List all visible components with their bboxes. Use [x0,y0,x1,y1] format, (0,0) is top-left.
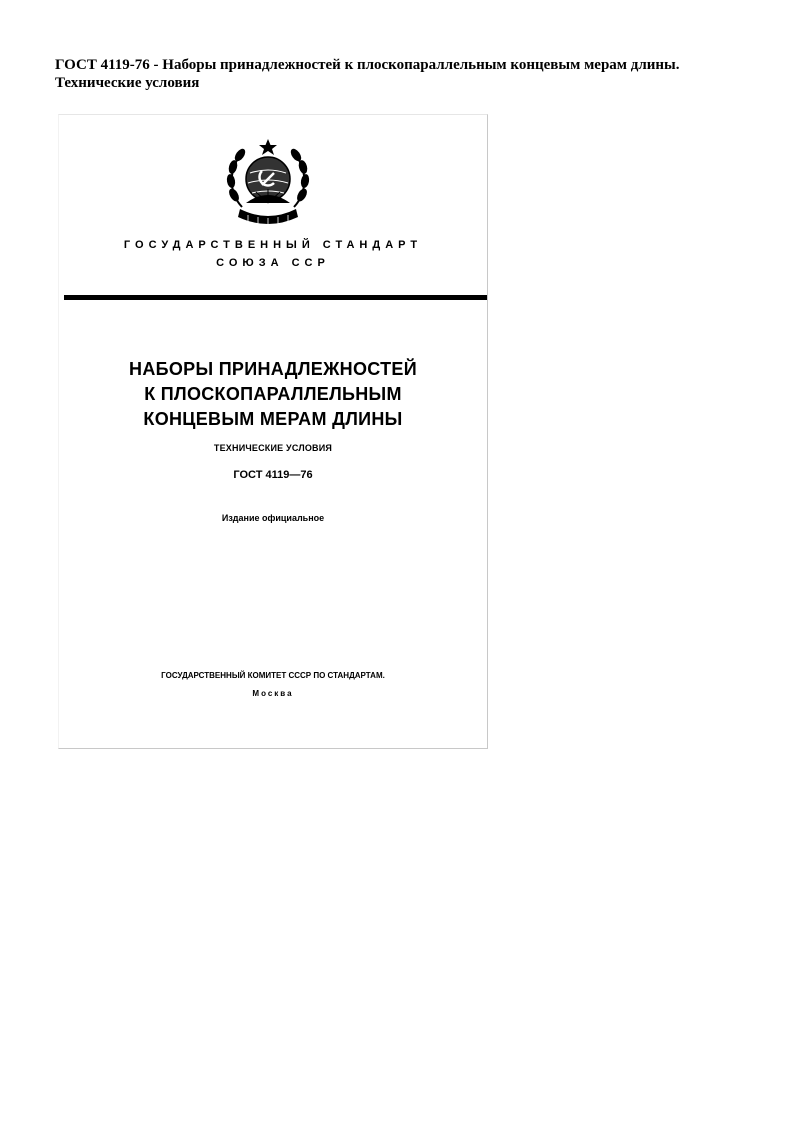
state-standard-label: ГОСУДАРСТВЕННЫЙ СТАНДАРТ [123,239,423,251]
document-title-line2: Технические условия [55,75,200,91]
standard-code: ГОСТ 4119—76 [233,469,313,481]
edition-label: Издание официальное [221,513,325,523]
standard-title-line: НАБОРЫ ПРИНАДЛЕЖНОСТЕЙ [129,359,417,379]
state-standard-union-label: СОЮЗА ССР [216,257,330,269]
ussr-coat-of-arms-icon [222,137,314,227]
standard-title-line: К ПЛОСКОПАРАЛЛЕЛЬНЫМ [144,384,402,404]
divider-rule [64,295,487,300]
document-title [55,56,755,92]
publisher-label: ГОСУДАРСТВЕННЫЙ КОМИТЕТ СССР ПО СТАНДАРТАМ. [161,671,385,680]
standard-title [59,357,487,432]
standard-subtitle: ТЕХНИЧЕСКИЕ УСЛОВИЯ [213,443,333,453]
cover-page-image [58,114,488,749]
document-title-line1: ГОСТ 4119-76 - Наборы принадлежностей к плоскопараллельным концевым мерам длины. [55,57,680,73]
standard-title-line: КОНЦЕВЫМ МЕРАМ ДЛИНЫ [143,409,403,429]
city-label: Москва [252,689,294,698]
